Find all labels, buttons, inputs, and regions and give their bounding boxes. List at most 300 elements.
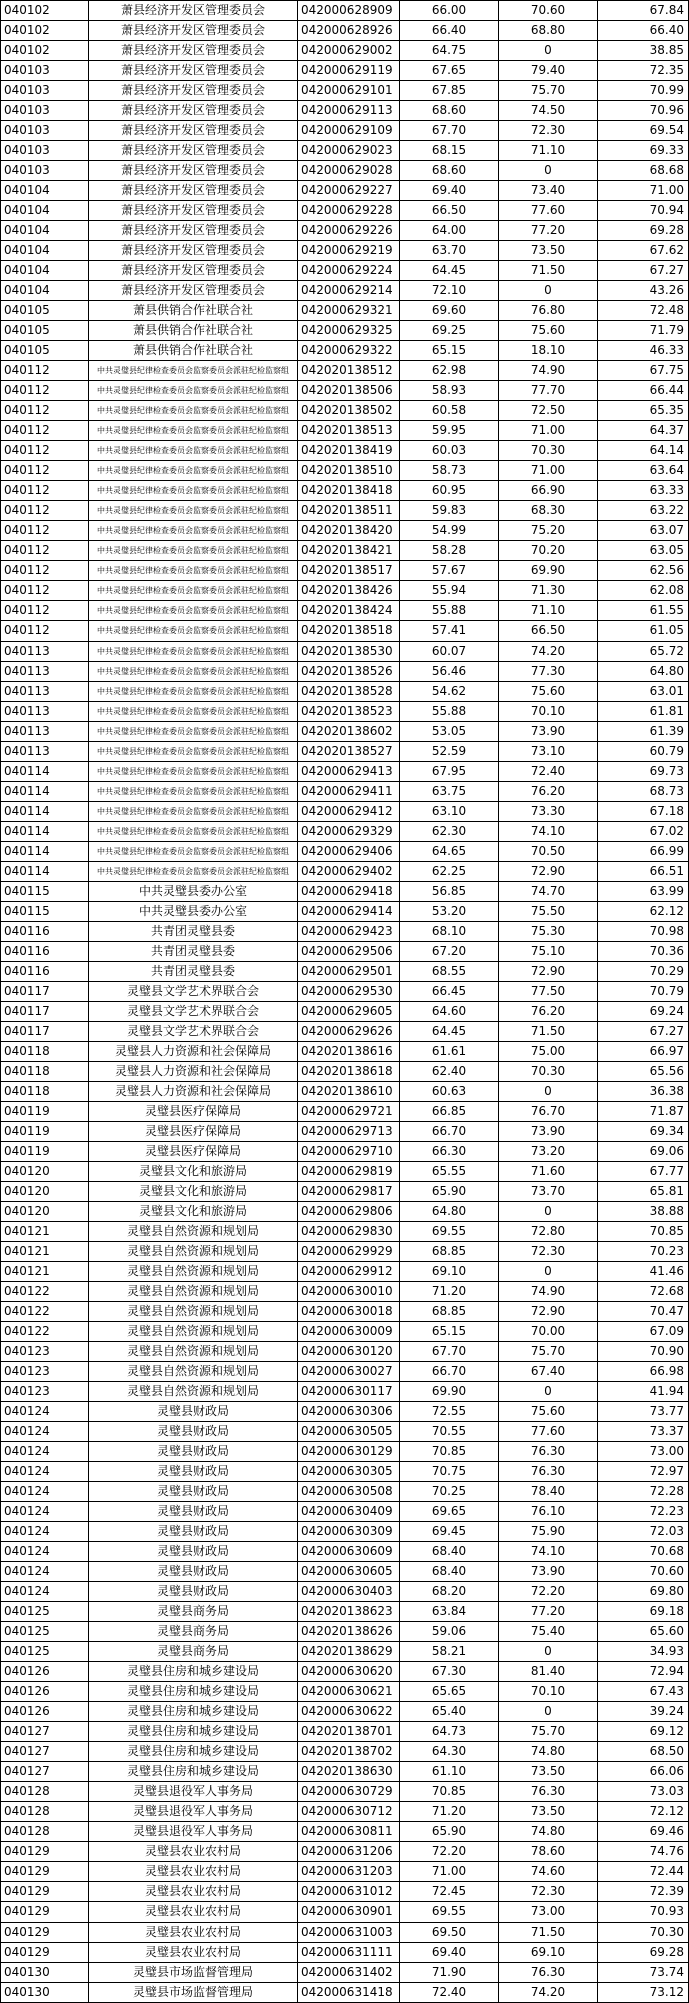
table-row bbox=[1, 621, 689, 641]
department-cell: 中共灵璧县纪律检查委员会监察委员会派驻纪检监察组 bbox=[89, 621, 298, 641]
table-row bbox=[1, 1402, 689, 1422]
written-score-cell: 72.20 bbox=[400, 1842, 499, 1862]
exam-number-cell: 042000630712 bbox=[298, 1802, 400, 1822]
interview-score-cell: 75.70 bbox=[499, 1722, 598, 1742]
exam-number-cell: 042000630901 bbox=[298, 1902, 400, 1922]
total-score-cell: 66.44 bbox=[598, 381, 689, 401]
interview-score-cell: 73.50 bbox=[499, 241, 598, 261]
position-code-cell: 040113 bbox=[1, 661, 89, 681]
table-row bbox=[1, 641, 689, 661]
total-score-cell: 63.07 bbox=[598, 521, 689, 541]
interview-score-cell: 72.90 bbox=[499, 1302, 598, 1322]
position-code-cell: 040104 bbox=[1, 241, 89, 261]
interview-score-cell: 78.40 bbox=[499, 1482, 598, 1502]
total-score-cell: 65.72 bbox=[598, 641, 689, 661]
position-code-cell: 040119 bbox=[1, 1141, 89, 1161]
interview-score-cell: 73.00 bbox=[499, 1902, 598, 1922]
total-score-cell: 69.06 bbox=[598, 1141, 689, 1161]
written-score-cell: 68.60 bbox=[400, 161, 499, 181]
department-cell: 中共灵璧县纪律检查委员会监察委员会派驻纪检监察组 bbox=[89, 381, 298, 401]
written-score-cell: 62.98 bbox=[400, 361, 499, 381]
department-cell: 灵璧县财政局 bbox=[89, 1422, 298, 1442]
exam-number-cell: 042020138426 bbox=[298, 581, 400, 601]
written-score-cell: 67.85 bbox=[400, 81, 499, 101]
total-score-cell: 65.35 bbox=[598, 401, 689, 421]
department-cell: 中共灵璧县委办公室 bbox=[89, 881, 298, 901]
table-row bbox=[1, 1782, 689, 1802]
position-code-cell: 040102 bbox=[1, 21, 89, 41]
position-code-cell: 040103 bbox=[1, 121, 89, 141]
interview-score-cell: 75.60 bbox=[499, 681, 598, 701]
written-score-cell: 72.55 bbox=[400, 1402, 499, 1422]
written-score-cell: 59.95 bbox=[400, 421, 499, 441]
position-code-cell: 040105 bbox=[1, 341, 89, 361]
department-cell: 灵璧县自然资源和规划局 bbox=[89, 1362, 298, 1382]
written-score-cell: 68.20 bbox=[400, 1582, 499, 1602]
table-row bbox=[1, 261, 689, 281]
position-code-cell: 040129 bbox=[1, 1882, 89, 1902]
position-code-cell: 040116 bbox=[1, 921, 89, 941]
total-score-cell: 63.05 bbox=[598, 541, 689, 561]
exam-number-cell: 042020138630 bbox=[298, 1762, 400, 1782]
position-code-cell: 040126 bbox=[1, 1682, 89, 1702]
interview-score-cell: 71.30 bbox=[499, 581, 598, 601]
table-row bbox=[1, 341, 689, 361]
department-cell: 共青团灵璧县委 bbox=[89, 961, 298, 981]
table-row bbox=[1, 321, 689, 341]
position-code-cell: 040124 bbox=[1, 1482, 89, 1502]
total-score-cell: 67.84 bbox=[598, 1, 689, 21]
table-row bbox=[1, 1201, 689, 1221]
exam-number-cell: 042000630027 bbox=[298, 1362, 400, 1382]
position-code-cell: 040103 bbox=[1, 161, 89, 181]
table-row bbox=[1, 1362, 689, 1382]
exam-number-cell: 042020138502 bbox=[298, 401, 400, 421]
exam-number-cell: 042000628909 bbox=[298, 1, 400, 21]
written-score-cell: 58.21 bbox=[400, 1642, 499, 1662]
position-code-cell: 040115 bbox=[1, 901, 89, 921]
department-cell: 萧县供销合作社联合社 bbox=[89, 301, 298, 321]
department-cell: 中共灵璧县纪律检查委员会监察委员会派驻纪检监察组 bbox=[89, 521, 298, 541]
table-row bbox=[1, 101, 689, 121]
table-row bbox=[1, 1302, 689, 1322]
written-score-cell: 57.41 bbox=[400, 621, 499, 641]
total-score-cell: 67.62 bbox=[598, 241, 689, 261]
table-row bbox=[1, 1822, 689, 1842]
total-score-cell: 73.00 bbox=[598, 1442, 689, 1462]
position-code-cell: 040127 bbox=[1, 1762, 89, 1782]
position-code-cell: 040129 bbox=[1, 1902, 89, 1922]
position-code-cell: 040124 bbox=[1, 1502, 89, 1522]
department-cell: 灵璧县文化和旅游局 bbox=[89, 1181, 298, 1201]
position-code-cell: 040104 bbox=[1, 221, 89, 241]
total-score-cell: 65.60 bbox=[598, 1622, 689, 1642]
written-score-cell: 58.93 bbox=[400, 381, 499, 401]
total-score-cell: 72.28 bbox=[598, 1482, 689, 1502]
total-score-cell: 63.22 bbox=[598, 501, 689, 521]
position-code-cell: 040112 bbox=[1, 521, 89, 541]
written-score-cell: 69.10 bbox=[400, 1261, 499, 1281]
department-cell: 灵璧县文学艺术界联合会 bbox=[89, 1021, 298, 1041]
table-body bbox=[1, 1, 689, 2003]
exam-number-cell: 042000629806 bbox=[298, 1201, 400, 1221]
written-score-cell: 71.20 bbox=[400, 1802, 499, 1822]
interview-score-cell: 74.90 bbox=[499, 1282, 598, 1302]
interview-score-cell: 71.50 bbox=[499, 1021, 598, 1041]
total-score-cell: 69.18 bbox=[598, 1602, 689, 1622]
written-score-cell: 57.67 bbox=[400, 561, 499, 581]
interview-score-cell: 74.60 bbox=[499, 1862, 598, 1882]
position-code-cell: 040117 bbox=[1, 1001, 89, 1021]
total-score-cell: 73.12 bbox=[598, 1982, 689, 2002]
table-row bbox=[1, 1602, 689, 1622]
department-cell: 萧县经济开发区管理委员会 bbox=[89, 101, 298, 121]
exam-number-cell: 042000630620 bbox=[298, 1662, 400, 1682]
exam-number-cell: 042000629402 bbox=[298, 861, 400, 881]
written-score-cell: 52.59 bbox=[400, 741, 499, 761]
written-score-cell: 58.73 bbox=[400, 461, 499, 481]
position-code-cell: 040124 bbox=[1, 1422, 89, 1442]
department-cell: 灵璧县住房和城乡建设局 bbox=[89, 1702, 298, 1722]
exam-number-cell: 042020138610 bbox=[298, 1081, 400, 1101]
written-score-cell: 63.70 bbox=[400, 241, 499, 261]
interview-score-cell: 74.20 bbox=[499, 641, 598, 661]
total-score-cell: 72.68 bbox=[598, 1282, 689, 1302]
exam-number-cell: 042020138419 bbox=[298, 441, 400, 461]
total-score-cell: 62.56 bbox=[598, 561, 689, 581]
total-score-cell: 46.33 bbox=[598, 341, 689, 361]
position-code-cell: 040116 bbox=[1, 941, 89, 961]
exam-number-cell: 042000630729 bbox=[298, 1782, 400, 1802]
exam-number-cell: 042000630609 bbox=[298, 1542, 400, 1562]
exam-number-cell: 042000629819 bbox=[298, 1161, 400, 1181]
total-score-cell: 69.73 bbox=[598, 761, 689, 781]
table-row bbox=[1, 121, 689, 141]
department-cell: 灵璧县文学艺术界联合会 bbox=[89, 981, 298, 1001]
interview-score-cell: 70.30 bbox=[499, 1061, 598, 1081]
interview-score-cell: 73.90 bbox=[499, 721, 598, 741]
exam-number-cell: 042020138421 bbox=[298, 541, 400, 561]
position-code-cell: 040130 bbox=[1, 1962, 89, 1982]
table-row bbox=[1, 1061, 689, 1081]
total-score-cell: 64.14 bbox=[598, 441, 689, 461]
department-cell: 灵璧县自然资源和规划局 bbox=[89, 1382, 298, 1402]
interview-score-cell: 72.30 bbox=[499, 1882, 598, 1902]
position-code-cell: 040102 bbox=[1, 1, 89, 21]
department-cell: 灵璧县住房和城乡建设局 bbox=[89, 1742, 298, 1762]
interview-score-cell: 70.00 bbox=[499, 1322, 598, 1342]
written-score-cell: 64.30 bbox=[400, 1742, 499, 1762]
position-code-cell: 040121 bbox=[1, 1261, 89, 1281]
table-row bbox=[1, 1842, 689, 1862]
department-cell: 萧县经济开发区管理委员会 bbox=[89, 41, 298, 61]
interview-score-cell: 74.70 bbox=[499, 881, 598, 901]
position-code-cell: 040104 bbox=[1, 261, 89, 281]
exam-number-cell: 042000630120 bbox=[298, 1342, 400, 1362]
written-score-cell: 68.85 bbox=[400, 1302, 499, 1322]
total-score-cell: 38.85 bbox=[598, 41, 689, 61]
table-row bbox=[1, 1982, 689, 2002]
interview-score-cell: 81.40 bbox=[499, 1662, 598, 1682]
position-code-cell: 040118 bbox=[1, 1061, 89, 1081]
total-score-cell: 66.40 bbox=[598, 21, 689, 41]
department-cell: 灵璧县市场监督管理局 bbox=[89, 1962, 298, 1982]
department-cell: 灵璧县农业农村局 bbox=[89, 1942, 298, 1962]
table-row bbox=[1, 501, 689, 521]
position-code-cell: 040114 bbox=[1, 761, 89, 781]
position-code-cell: 040112 bbox=[1, 381, 89, 401]
total-score-cell: 71.79 bbox=[598, 321, 689, 341]
department-cell: 灵璧县财政局 bbox=[89, 1542, 298, 1562]
position-code-cell: 040102 bbox=[1, 41, 89, 61]
interview-score-cell: 0 bbox=[499, 1081, 598, 1101]
table-row bbox=[1, 521, 689, 541]
position-code-cell: 040122 bbox=[1, 1322, 89, 1342]
exam-number-cell: 042000630129 bbox=[298, 1442, 400, 1462]
department-cell: 灵璧县退役军人事务局 bbox=[89, 1782, 298, 1802]
interview-score-cell: 66.50 bbox=[499, 621, 598, 641]
table-row bbox=[1, 1462, 689, 1482]
interview-score-cell: 74.10 bbox=[499, 821, 598, 841]
total-score-cell: 72.39 bbox=[598, 1882, 689, 1902]
interview-score-cell: 73.20 bbox=[499, 1141, 598, 1161]
table-row bbox=[1, 661, 689, 681]
position-code-cell: 040115 bbox=[1, 881, 89, 901]
table-row bbox=[1, 201, 689, 221]
position-code-cell: 040117 bbox=[1, 981, 89, 1001]
written-score-cell: 67.70 bbox=[400, 121, 499, 141]
department-cell: 中共灵璧县纪律检查委员会监察委员会派驻纪检监察组 bbox=[89, 461, 298, 481]
table-row bbox=[1, 1121, 689, 1141]
exam-number-cell: 042000629119 bbox=[298, 61, 400, 81]
exam-number-cell: 042000631003 bbox=[298, 1922, 400, 1942]
written-score-cell: 61.61 bbox=[400, 1041, 499, 1061]
department-cell: 萧县经济开发区管理委员会 bbox=[89, 81, 298, 101]
department-cell: 萧县经济开发区管理委员会 bbox=[89, 261, 298, 281]
department-cell: 中共灵璧县纪律检查委员会监察委员会派驻纪检监察组 bbox=[89, 561, 298, 581]
interview-score-cell: 0 bbox=[499, 1702, 598, 1722]
interview-score-cell: 76.30 bbox=[499, 1442, 598, 1462]
total-score-cell: 70.90 bbox=[598, 1342, 689, 1362]
department-cell: 灵璧县医疗保障局 bbox=[89, 1121, 298, 1141]
table-row bbox=[1, 1041, 689, 1061]
table-row bbox=[1, 861, 689, 881]
total-score-cell: 60.79 bbox=[598, 741, 689, 761]
written-score-cell: 69.50 bbox=[400, 1922, 499, 1942]
position-code-cell: 040124 bbox=[1, 1402, 89, 1422]
department-cell: 中共灵璧县纪律检查委员会监察委员会派驻纪检监察组 bbox=[89, 741, 298, 761]
department-cell: 萧县经济开发区管理委员会 bbox=[89, 121, 298, 141]
department-cell: 灵璧县财政局 bbox=[89, 1462, 298, 1482]
interview-score-cell: 0 bbox=[499, 41, 598, 61]
interview-score-cell: 76.30 bbox=[499, 1462, 598, 1482]
interview-score-cell: 71.60 bbox=[499, 1161, 598, 1181]
department-cell: 萧县经济开发区管理委员会 bbox=[89, 221, 298, 241]
department-cell: 萧县供销合作社联合社 bbox=[89, 321, 298, 341]
total-score-cell: 64.80 bbox=[598, 661, 689, 681]
exam-number-cell: 042020138512 bbox=[298, 361, 400, 381]
exam-number-cell: 042000629214 bbox=[298, 281, 400, 301]
position-code-cell: 040112 bbox=[1, 561, 89, 581]
exam-number-cell: 042000629028 bbox=[298, 161, 400, 181]
total-score-cell: 62.08 bbox=[598, 581, 689, 601]
written-score-cell: 64.45 bbox=[400, 261, 499, 281]
interview-score-cell: 76.10 bbox=[499, 1502, 598, 1522]
total-score-cell: 36.38 bbox=[598, 1081, 689, 1101]
department-cell: 灵璧县农业农村局 bbox=[89, 1922, 298, 1942]
exam-number-cell: 042000631012 bbox=[298, 1882, 400, 1902]
total-score-cell: 69.24 bbox=[598, 1001, 689, 1021]
department-cell: 中共灵璧县纪律检查委员会监察委员会派驻纪检监察组 bbox=[89, 801, 298, 821]
position-code-cell: 040103 bbox=[1, 101, 89, 121]
exam-number-cell: 042000629109 bbox=[298, 121, 400, 141]
position-code-cell: 040103 bbox=[1, 81, 89, 101]
exam-number-cell: 042000629329 bbox=[298, 821, 400, 841]
written-score-cell: 67.70 bbox=[400, 1342, 499, 1362]
total-score-cell: 43.26 bbox=[598, 281, 689, 301]
exam-number-cell: 042000629423 bbox=[298, 921, 400, 941]
written-score-cell: 63.75 bbox=[400, 781, 499, 801]
table-row bbox=[1, 1862, 689, 1882]
total-score-cell: 61.05 bbox=[598, 621, 689, 641]
interview-score-cell: 74.20 bbox=[499, 1982, 598, 2002]
interview-score-cell: 70.20 bbox=[499, 541, 598, 561]
exam-number-cell: 042020138528 bbox=[298, 681, 400, 701]
total-score-cell: 72.44 bbox=[598, 1862, 689, 1882]
position-code-cell: 040114 bbox=[1, 781, 89, 801]
exam-number-cell: 042000631203 bbox=[298, 1862, 400, 1882]
position-code-cell: 040113 bbox=[1, 681, 89, 701]
department-cell: 灵璧县农业农村局 bbox=[89, 1862, 298, 1882]
department-cell: 中共灵璧县纪律检查委员会监察委员会派驻纪检监察组 bbox=[89, 681, 298, 701]
table-row bbox=[1, 1181, 689, 1201]
total-score-cell: 73.77 bbox=[598, 1402, 689, 1422]
table-row bbox=[1, 601, 689, 621]
interview-score-cell: 76.70 bbox=[499, 1101, 598, 1121]
table-row bbox=[1, 401, 689, 421]
department-cell: 灵璧县自然资源和规划局 bbox=[89, 1241, 298, 1261]
written-score-cell: 69.60 bbox=[400, 301, 499, 321]
total-score-cell: 72.97 bbox=[598, 1462, 689, 1482]
table-row bbox=[1, 981, 689, 1001]
department-cell: 中共灵璧县纪律检查委员会监察委员会派驻纪检监察组 bbox=[89, 581, 298, 601]
written-score-cell: 69.40 bbox=[400, 181, 499, 201]
position-code-cell: 040123 bbox=[1, 1342, 89, 1362]
interview-score-cell: 73.70 bbox=[499, 1181, 598, 1201]
written-score-cell: 64.65 bbox=[400, 841, 499, 861]
department-cell: 中共灵璧县纪律检查委员会监察委员会派驻纪检监察组 bbox=[89, 481, 298, 501]
total-score-cell: 72.35 bbox=[598, 61, 689, 81]
total-score-cell: 70.47 bbox=[598, 1302, 689, 1322]
total-score-cell: 69.80 bbox=[598, 1582, 689, 1602]
department-cell: 灵璧县退役军人事务局 bbox=[89, 1822, 298, 1842]
position-code-cell: 040114 bbox=[1, 801, 89, 821]
position-code-cell: 040112 bbox=[1, 621, 89, 641]
total-score-cell: 71.00 bbox=[598, 181, 689, 201]
table-row bbox=[1, 741, 689, 761]
table-row bbox=[1, 1682, 689, 1702]
department-cell: 中共灵璧县纪律检查委员会监察委员会派驻纪检监察组 bbox=[89, 761, 298, 781]
total-score-cell: 70.99 bbox=[598, 81, 689, 101]
written-score-cell: 68.40 bbox=[400, 1562, 499, 1582]
total-score-cell: 72.12 bbox=[598, 1802, 689, 1822]
total-score-cell: 72.94 bbox=[598, 1662, 689, 1682]
position-code-cell: 040112 bbox=[1, 501, 89, 521]
department-cell: 灵璧县文化和旅游局 bbox=[89, 1201, 298, 1221]
table-row bbox=[1, 61, 689, 81]
table-row bbox=[1, 181, 689, 201]
table-row bbox=[1, 21, 689, 41]
position-code-cell: 040129 bbox=[1, 1842, 89, 1862]
exam-number-cell: 042020138602 bbox=[298, 721, 400, 741]
table-row bbox=[1, 541, 689, 561]
written-score-cell: 68.55 bbox=[400, 961, 499, 981]
interview-score-cell: 18.10 bbox=[499, 341, 598, 361]
exam-number-cell: 042000629626 bbox=[298, 1021, 400, 1041]
interview-score-cell: 75.90 bbox=[499, 1522, 598, 1542]
interview-score-cell: 75.70 bbox=[499, 81, 598, 101]
table-row bbox=[1, 1542, 689, 1562]
interview-score-cell: 66.90 bbox=[499, 481, 598, 501]
table-row bbox=[1, 301, 689, 321]
written-score-cell: 66.40 bbox=[400, 21, 499, 41]
department-cell: 中共灵璧县纪律检查委员会监察委员会派驻纪检监察组 bbox=[89, 441, 298, 461]
table-row bbox=[1, 1802, 689, 1822]
written-score-cell: 65.65 bbox=[400, 1682, 499, 1702]
table-row bbox=[1, 361, 689, 381]
department-cell: 灵璧县住房和城乡建设局 bbox=[89, 1662, 298, 1682]
interview-score-cell: 72.40 bbox=[499, 761, 598, 781]
written-score-cell: 64.45 bbox=[400, 1021, 499, 1041]
table-row bbox=[1, 921, 689, 941]
exam-number-cell: 042000630117 bbox=[298, 1382, 400, 1402]
department-cell: 灵璧县财政局 bbox=[89, 1562, 298, 1582]
department-cell: 萧县经济开发区管理委员会 bbox=[89, 61, 298, 81]
position-code-cell: 040128 bbox=[1, 1822, 89, 1842]
interview-score-cell: 75.60 bbox=[499, 1402, 598, 1422]
position-code-cell: 040112 bbox=[1, 361, 89, 381]
exam-number-cell: 042020138526 bbox=[298, 661, 400, 681]
written-score-cell: 69.90 bbox=[400, 1382, 499, 1402]
written-score-cell: 69.45 bbox=[400, 1522, 499, 1542]
total-score-cell: 67.43 bbox=[598, 1682, 689, 1702]
table-row bbox=[1, 161, 689, 181]
department-cell: 灵璧县文学艺术界联合会 bbox=[89, 1001, 298, 1021]
interview-score-cell: 75.60 bbox=[499, 321, 598, 341]
exam-number-cell: 042000631418 bbox=[298, 1982, 400, 2002]
interview-score-cell: 70.60 bbox=[499, 1, 598, 21]
department-cell: 灵璧县财政局 bbox=[89, 1402, 298, 1422]
interview-score-cell: 71.50 bbox=[499, 261, 598, 281]
total-score-cell: 63.01 bbox=[598, 681, 689, 701]
department-cell: 灵璧县住房和城乡建设局 bbox=[89, 1762, 298, 1782]
position-code-cell: 040128 bbox=[1, 1802, 89, 1822]
written-score-cell: 62.30 bbox=[400, 821, 499, 841]
total-score-cell: 64.37 bbox=[598, 421, 689, 441]
table-row bbox=[1, 241, 689, 261]
interview-score-cell: 72.30 bbox=[499, 1241, 598, 1261]
position-code-cell: 040122 bbox=[1, 1282, 89, 1302]
table-row bbox=[1, 941, 689, 961]
written-score-cell: 55.94 bbox=[400, 581, 499, 601]
position-code-cell: 040112 bbox=[1, 461, 89, 481]
position-code-cell: 040112 bbox=[1, 541, 89, 561]
interview-score-cell: 77.50 bbox=[499, 981, 598, 1001]
position-code-cell: 040117 bbox=[1, 1021, 89, 1041]
table-row bbox=[1, 1221, 689, 1241]
department-cell: 灵璧县财政局 bbox=[89, 1522, 298, 1542]
exam-number-cell: 042000629113 bbox=[298, 101, 400, 121]
